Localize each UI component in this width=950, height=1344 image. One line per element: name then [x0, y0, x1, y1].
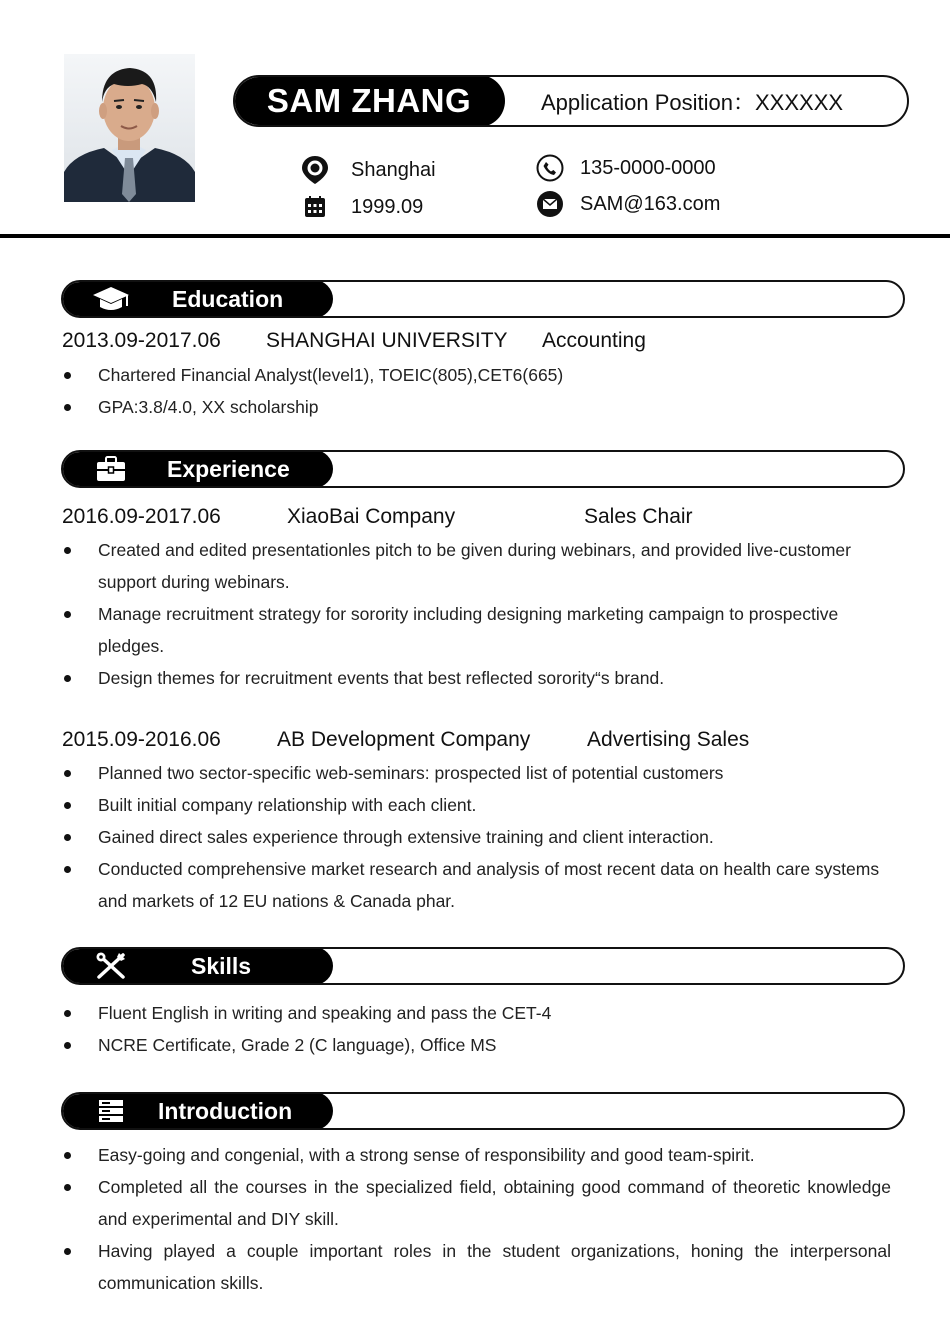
introduction-section-header: [61, 1092, 333, 1130]
education-bullets: [62, 359, 882, 423]
introduction-section-bar: [61, 1092, 905, 1130]
birth-text: 1999.09: [351, 195, 424, 218]
contact-location: [301, 156, 436, 184]
experience-title: Experience: [167, 455, 290, 482]
skills-section-header: [61, 947, 333, 985]
experience-section-bar: [61, 450, 905, 488]
list-item: Completed all the courses in the specialized field, obtaining good command of theoretic knowledge and experimental and DIY skill.: [62, 1171, 891, 1235]
list-item: Gained direct sales experience through extensive training and client interaction.: [62, 821, 888, 853]
experience-company: AB Development Company: [277, 728, 531, 751]
experience-role: Advertising Sales: [587, 728, 750, 751]
contact-email: [536, 190, 720, 218]
tools-icon: [91, 951, 131, 981]
contact-birth: [301, 193, 423, 221]
list-item: NCRE Certificate, Grade 2 (C language), Office MS: [62, 1029, 888, 1061]
calendar-icon: [301, 193, 329, 221]
experience-role: Sales Chair: [584, 505, 693, 528]
introduction-bullets: [62, 1139, 891, 1299]
experience-bullets: [62, 534, 888, 694]
education-title: Education: [172, 285, 284, 312]
education-section-bar: [61, 280, 905, 318]
profile-photo: [64, 54, 195, 202]
list-item: Conducted comprehensive market research and analysis of most recent data on health care systems and markets of 12 EU nations & Canada phar.: [62, 853, 888, 917]
contact-phone: [536, 154, 716, 182]
education-section-header: [61, 280, 333, 318]
header-divider: [0, 234, 950, 238]
experience-date: 2016.09-2017.06: [62, 505, 221, 528]
candidate-name: SAM ZHANG: [233, 75, 505, 127]
experience-company: XiaoBai Company: [287, 505, 456, 528]
list-item: Created and edited presentationles pitch to be given during webinars, and provided live-customer support during webinars.: [62, 534, 888, 598]
skills-title: Skills: [191, 952, 252, 979]
phone-text[interactable]: 135-0000-0000: [580, 156, 716, 179]
email-icon: [536, 190, 564, 218]
education-major: Accounting: [542, 329, 646, 352]
education-school: SHANGHAI UNIVERSITY: [266, 329, 508, 352]
list-item: Design themes for recruitment events that best reflected sorority“s brand.: [62, 662, 888, 694]
id-card-icon: [91, 1096, 131, 1126]
list-item: Built initial company relationship with each client.: [62, 789, 888, 821]
briefcase-icon: [91, 454, 131, 484]
experience-section-header: [61, 450, 333, 488]
list-item: Chartered Financial Analyst(level1), TOEIC(805),CET6(665): [62, 359, 882, 391]
email-text[interactable]: SAM@163.com: [580, 192, 721, 215]
list-item: Having played a couple important roles in the student organizations, honing the interpersonal communication skills.: [62, 1235, 891, 1299]
location-pin-icon: [301, 156, 329, 184]
list-item: Fluent English in writing and speaking and pass the CET-4: [62, 997, 888, 1029]
location-text: Shanghai: [351, 158, 436, 181]
education-date: 2013.09-2017.06: [62, 329, 221, 352]
introduction-title: Introduction: [158, 1097, 293, 1124]
skills-section-bar: [61, 947, 905, 985]
list-item: Planned two sector-specific web-seminars: prospected list of potential customers: [62, 757, 888, 789]
name-banner: [233, 75, 909, 127]
phone-icon: [536, 154, 564, 182]
list-item: Manage recruitment strategy for sorority including designing marketing campaign to prospective pledges.: [62, 598, 888, 662]
list-item: GPA:3.8/4.0, XX scholarship: [62, 391, 882, 423]
application-position: Application Position：XXXXXX: [541, 89, 844, 115]
skills-bullets: [62, 997, 888, 1061]
experience-date: 2015.09-2016.06: [62, 728, 221, 751]
experience-bullets: [62, 757, 888, 917]
graduation-cap-icon: [91, 284, 131, 314]
list-item: Easy-going and congenial, with a strong sense of responsibility and good team-spirit.: [62, 1139, 891, 1171]
